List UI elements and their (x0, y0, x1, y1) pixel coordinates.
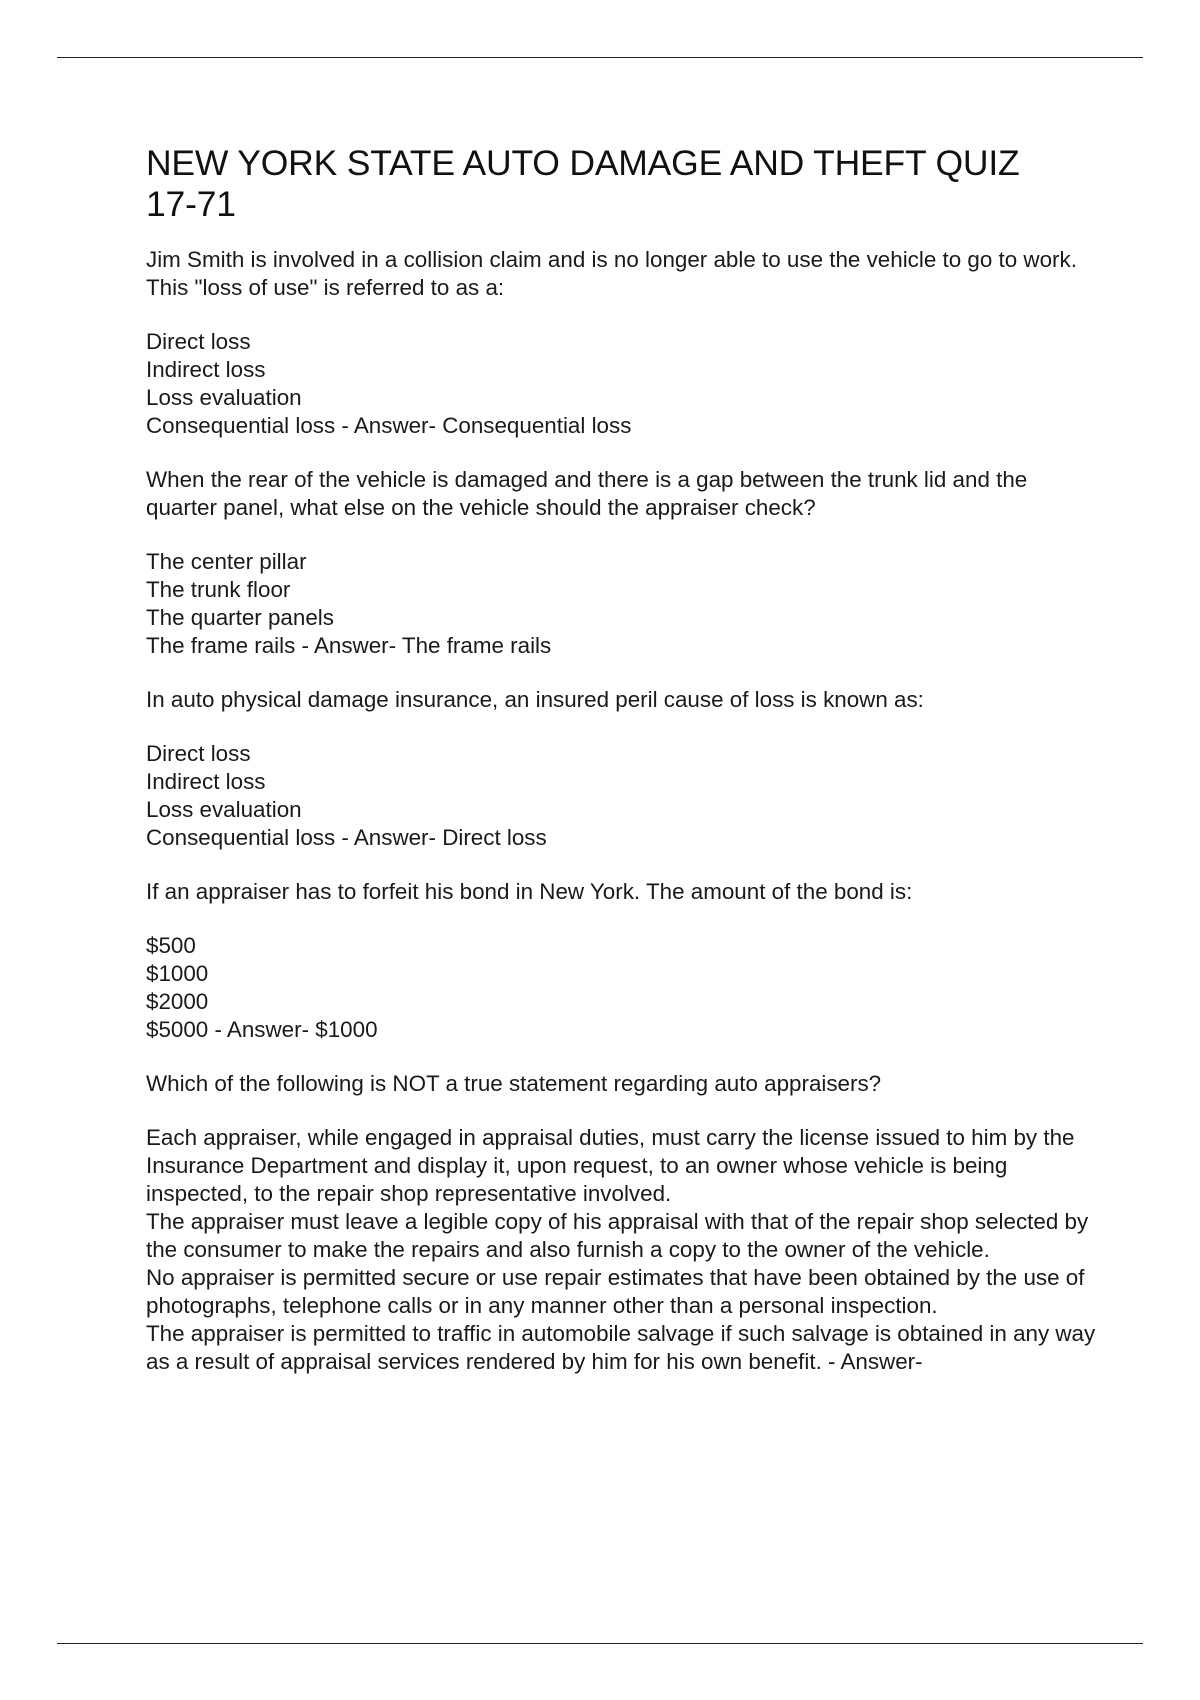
question-block-3 (146, 686, 1096, 852)
answer-options (146, 740, 1096, 852)
option-with-answer: Consequential loss - Answer- Direct loss (146, 825, 547, 850)
option: $500 (146, 933, 196, 958)
option: Each appraiser, while engaged in appraisal duties, must carry the license issued to him by the Insurance Department and display it, upon request, to an owner whose vehicle is being inspected, to the repair shop representative involved. (146, 1125, 1075, 1206)
bottom-divider (57, 1643, 1143, 1644)
option: $2000 (146, 989, 209, 1014)
document-body (146, 143, 1096, 1376)
document-title (146, 143, 1096, 225)
option: $1000 (146, 961, 209, 986)
question-text: In auto physical damage insurance, an insured peril cause of loss is known as: (146, 687, 924, 712)
title-line-1: NEW YORK STATE AUTO DAMAGE AND THEFT QUIZ (146, 143, 1020, 183)
option-with-answer: Consequential loss - Answer- Consequential loss (146, 413, 632, 438)
option: The quarter panels (146, 605, 334, 630)
option: Loss evaluation (146, 797, 302, 822)
option: No appraiser is permitted secure or use repair estimates that have been obtained by the use of photographs, telephone calls or in any manner other than a personal inspection. (146, 1265, 1085, 1318)
option: The trunk floor (146, 577, 291, 602)
answer-options (146, 328, 1096, 440)
answer-options (146, 548, 1096, 660)
question-block-2 (146, 466, 1096, 660)
question-block-4 (146, 878, 1096, 1044)
question-text: When the rear of the vehicle is damaged and there is a gap between the trunk lid and the quarter panel, what else on the vehicle should the appraiser check? (146, 467, 1028, 520)
answer-options (146, 1124, 1096, 1376)
answer-options (146, 932, 1096, 1044)
question-text: If an appraiser has to forfeit his bond in New York. The amount of the bond is: (146, 879, 913, 904)
question-text: Jim Smith is involved in a collision claim and is no longer able to use the vehicle to go to work. This "loss of use" is referred to as a: (146, 247, 1077, 300)
option: Direct loss (146, 741, 251, 766)
top-divider (57, 57, 1143, 58)
option: Loss evaluation (146, 385, 302, 410)
title-line-2: 17-71 (146, 184, 236, 224)
option: The center pillar (146, 549, 307, 574)
option-with-answer: The appraiser is permitted to traffic in automobile salvage if such salvage is obtained in any way as a result of appraisal services rendered by him for his own benefit. - Answer- (146, 1321, 1096, 1374)
option-with-answer: The frame rails - Answer- The frame rails (146, 633, 552, 658)
question-block-5 (146, 1070, 1096, 1376)
option: Direct loss (146, 329, 251, 354)
question-block-1 (146, 246, 1096, 440)
question-text: Which of the following is NOT a true statement regarding auto appraisers? (146, 1071, 882, 1096)
option-with-answer: $5000 - Answer- $1000 (146, 1017, 378, 1042)
option: Indirect loss (146, 357, 266, 382)
option: The appraiser must leave a legible copy of his appraisal with that of the repair shop selected by the consumer to make the repairs and also furnish a copy to the owner of the vehicle. (146, 1209, 1089, 1262)
option: Indirect loss (146, 769, 266, 794)
